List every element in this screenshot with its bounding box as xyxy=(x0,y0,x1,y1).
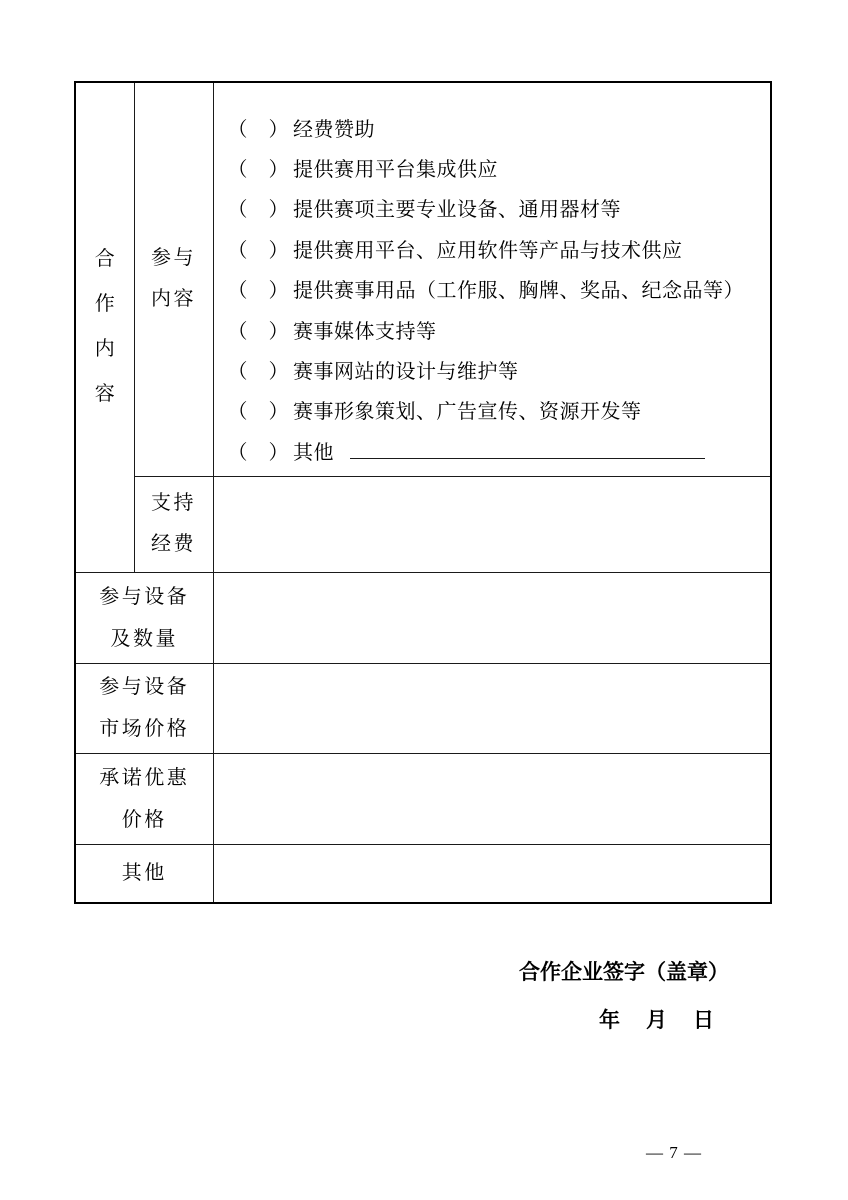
cell-cooperation-content xyxy=(75,82,134,572)
checkbox-item xyxy=(228,188,771,228)
checkbox-parens: （ ） xyxy=(227,401,289,424)
label-line: 承诺优惠 xyxy=(99,766,190,789)
label-line: 价格 xyxy=(121,808,167,831)
checkbox-item-list xyxy=(214,88,771,471)
checkbox-item xyxy=(228,390,771,430)
cell-participation-items xyxy=(213,82,771,476)
other-label xyxy=(76,852,213,894)
cell-support-fund-value xyxy=(213,476,771,572)
cell-discount-price-value xyxy=(213,753,771,844)
equipment-quantity-label xyxy=(76,576,213,660)
cooperation-content-label xyxy=(76,237,134,417)
checkbox-item-label: 提供赛项主要专业设备、通用器材等 xyxy=(293,199,621,222)
checkbox-parens: （ ） xyxy=(227,361,289,384)
checkbox-item xyxy=(228,269,771,309)
label-line: 参与设备 xyxy=(99,676,190,698)
checkbox-parens: （ ） xyxy=(227,239,289,262)
participation-label xyxy=(135,238,213,320)
checkbox-parens: （ ） xyxy=(227,441,289,464)
label-line: 内容 xyxy=(151,288,196,311)
checkbox-item xyxy=(228,107,771,147)
cell-other-label xyxy=(75,844,213,903)
group-label-char: 作 xyxy=(94,293,115,316)
label-line: 支持 xyxy=(151,492,196,514)
cell-equipment-price-label xyxy=(75,663,213,753)
checkbox-parens: （ ） xyxy=(227,280,289,303)
checkbox-item-label: 提供赛用平台、应用软件等产品与技术供应 xyxy=(293,239,683,262)
checkbox-item-label: 提供赛用平台集成供应 xyxy=(293,159,498,182)
checkbox-item xyxy=(228,349,771,389)
checkbox-item-label: 其他 xyxy=(293,441,334,464)
checkbox-parens: （ ） xyxy=(227,320,289,343)
signature-label: 合作企业签字（盖章） xyxy=(519,960,729,984)
checkbox-item-label: 提供赛事用品（工作服、胸牌、奖品、纪念品等） xyxy=(293,280,744,303)
support-fund-label xyxy=(135,483,213,565)
checkbox-item xyxy=(228,309,771,349)
checkbox-item-label: 经费赞助 xyxy=(293,118,375,141)
checkbox-item-other xyxy=(228,430,771,470)
group-label-char: 容 xyxy=(94,383,115,406)
cell-support-fund-label xyxy=(134,476,213,572)
cell-equipment-quantity-label xyxy=(75,572,213,663)
cell-equipment-price-value xyxy=(213,663,771,753)
cell-other-value xyxy=(213,844,771,903)
label-line: 经费 xyxy=(151,533,196,555)
label-line: 参与设备 xyxy=(99,585,190,608)
label-line: 参与 xyxy=(151,247,196,270)
cell-discount-price-label xyxy=(75,753,213,844)
label-line: 市场价格 xyxy=(99,718,190,740)
group-label-char: 合 xyxy=(94,248,115,271)
checkbox-item xyxy=(228,228,771,268)
checkbox-item-label: 赛事网站的设计与维护等 xyxy=(293,361,519,384)
page-number: — 7 — xyxy=(646,1143,702,1162)
group-label-char: 内 xyxy=(94,338,115,361)
checkbox-parens: （ ） xyxy=(227,159,289,182)
checkbox-item-label: 赛事媒体支持等 xyxy=(293,320,437,343)
fill-in-blank-line xyxy=(350,441,705,459)
discount-price-label xyxy=(76,757,213,841)
checkbox-item-label: 赛事形象策划、广告宣传、资源开发等 xyxy=(293,401,642,424)
checkbox-parens: （ ） xyxy=(227,118,289,141)
cell-equipment-quantity-value xyxy=(213,572,771,663)
equipment-price-label xyxy=(76,666,213,750)
label-line: 其他 xyxy=(121,862,167,885)
cell-participation-label xyxy=(134,82,213,476)
checkbox-parens: （ ） xyxy=(227,199,289,222)
checkbox-item xyxy=(228,147,771,187)
label-line: 及数量 xyxy=(110,627,178,650)
cooperation-form-table xyxy=(74,81,772,904)
signature-date-line: 年 月 日 xyxy=(599,1008,717,1032)
